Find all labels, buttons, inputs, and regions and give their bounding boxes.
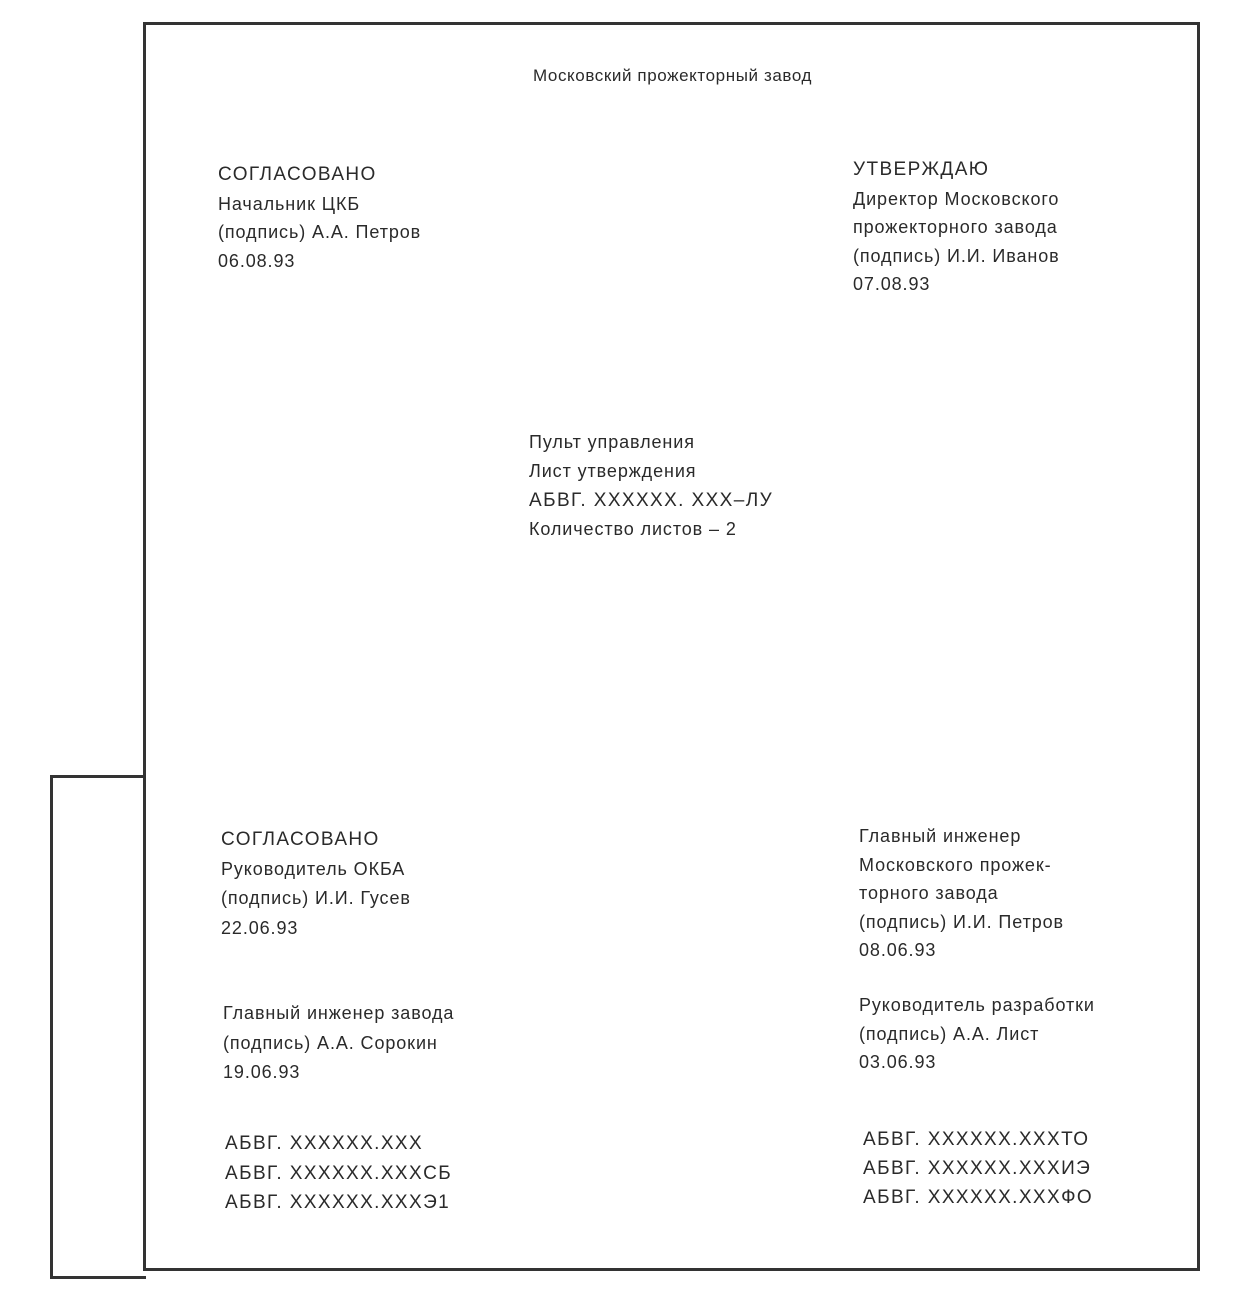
sheet-count: Количество листов – 2 — [529, 519, 737, 539]
document-name: Лист утверждения — [529, 461, 697, 481]
organization-title: Московский прожекторный завод — [532, 66, 813, 85]
chief-engineer-plant-signature: (подпись) А.А. Сорокин — [223, 1032, 438, 1053]
approved-stamp: УТВЕРЖДАЮ — [853, 159, 990, 180]
chief-engineer-plant-position: Главный инженер завода — [223, 1003, 455, 1023]
designation-right-1: АБВГ. XXXXXX.XXXТО — [863, 1129, 1090, 1150]
development-head-date: 03.06.93 — [859, 1052, 937, 1072]
agreed-signature: (подпись) А.А. Петров — [218, 222, 422, 242]
designation-left-3: АБВГ. XXXXXX.XXXЭ1 — [225, 1192, 451, 1213]
development-head-block — [859, 991, 1095, 1077]
chief-engineer-moscow-line1: Главный инженер — [859, 826, 1022, 846]
designations-right-block — [863, 1125, 1093, 1212]
approved-position-line1: Директор Московского — [853, 188, 1060, 209]
approved-date: 07.08.93 — [853, 274, 931, 294]
document-title-block — [529, 428, 773, 544]
designation-right-3: АБВГ. XXXXXX.XXXФО — [863, 1187, 1094, 1208]
agreed-top-block — [218, 161, 421, 275]
chief-engineer-moscow-line3: торного завода — [859, 883, 999, 903]
agreed-date: 06.08.93 — [218, 250, 296, 271]
chief-engineer-plant-block — [223, 999, 454, 1088]
development-head-position: Руководитель разработки — [859, 995, 1095, 1015]
chief-engineer-plant-date: 19.06.93 — [223, 1062, 301, 1082]
product-name: Пульт управления — [529, 432, 695, 452]
chief-engineer-moscow-date: 08.06.93 — [859, 940, 937, 960]
approved-top-block — [853, 156, 1060, 299]
chief-engineer-moscow-block — [859, 822, 1064, 965]
approved-position-line2: прожекторного завода — [853, 217, 1058, 237]
designation-right-2: АБВГ. XXXXXX.XXXИЭ — [863, 1158, 1092, 1179]
designation-left-2: АБВГ. XXXXXX.XXXСБ — [225, 1162, 453, 1184]
approved-signature: (подпись) И.И. Иванов — [853, 245, 1060, 266]
agreed-bottom-position: Руководитель ОКБА — [221, 858, 406, 879]
chief-engineer-moscow-signature: (подпись) И.И. Петров — [859, 911, 1064, 932]
document-designation: АБВГ. XXXXXX. XXX–ЛУ — [529, 490, 774, 511]
agreed-bottom-block — [221, 825, 411, 943]
agreed-position: Начальник ЦКБ — [218, 193, 361, 214]
designation-left-1: АБВГ. XXXXXX.XXX — [225, 1133, 424, 1154]
chief-engineer-moscow-line2: Московского прожек- — [859, 854, 1052, 875]
development-head-signature: (подпись) А.А. Лист — [859, 1023, 1040, 1044]
agreed-bottom-signature: (подпись) И.И. Гусев — [221, 888, 411, 908]
agreed-bottom-date: 22.06.93 — [221, 917, 299, 938]
agreed-stamp: СОГЛАСОВАНО — [218, 164, 377, 185]
designations-left-block — [225, 1129, 452, 1218]
agreed-bottom-stamp: СОГЛАСОВАНО — [221, 829, 380, 850]
binding-stub-frame — [50, 775, 146, 1279]
